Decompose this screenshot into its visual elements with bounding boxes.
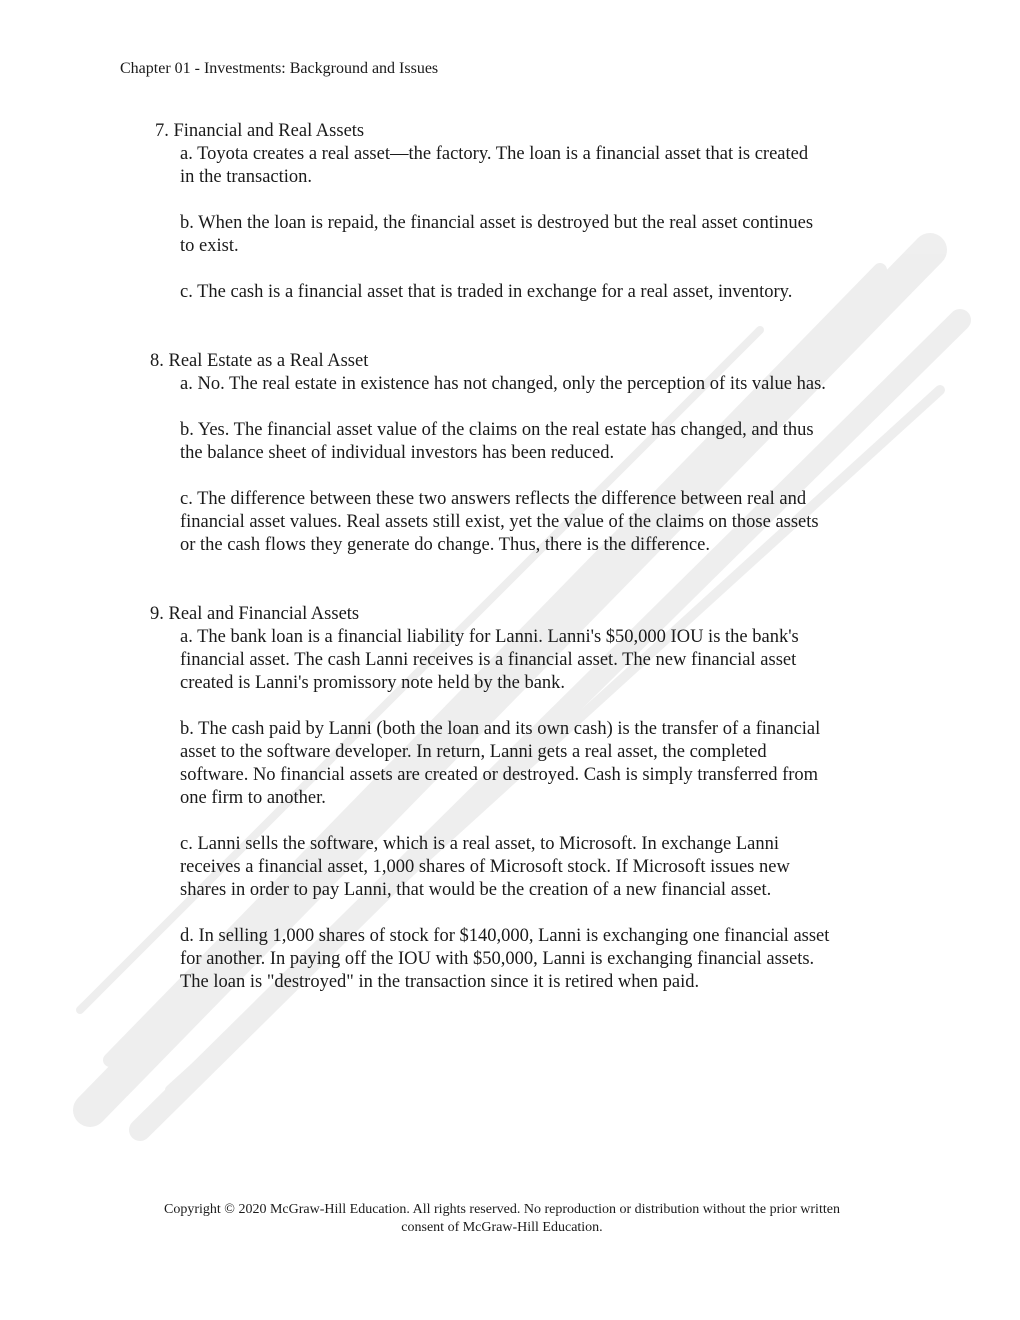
text-line: receives a financial asset, 1,000 shares of Microsoft stock. If Microsoft issues new: [180, 857, 790, 877]
text-line: d. In selling 1,000 shares of stock for $140,000, Lanni is exchanging one financial asset: [180, 926, 830, 946]
text-line: financial asset values. Real assets still exist, yet the value of the claims on those assets: [180, 512, 819, 532]
text-line: b. The cash paid by Lanni (both the loan and its own cash) is the transfer of a financial: [180, 719, 821, 739]
section-9-title: 9. Real and Financial Assets: [150, 604, 360, 624]
text-line: c. The difference between these two answers reflects the difference between real and: [180, 489, 807, 509]
section-9-para-d: [180, 925, 900, 994]
section-9-para-a: [180, 626, 900, 695]
section-8-para-b: [180, 419, 900, 465]
section-7-para-c: [180, 281, 900, 304]
text-line: shares in order to pay Lanni, that would be the creation of a new financial asset.: [180, 880, 772, 900]
text-line: created is Lanni's promissory note held by the bank.: [180, 673, 566, 693]
text-line: financial asset. The cash Lanni receives is a financial asset. The new financial asset: [180, 650, 797, 670]
text-line: software. No financial assets are created or destroyed. Cash is simply transferred from: [180, 765, 819, 785]
copyright-footer: [0, 1201, 1004, 1237]
section-8-title: 8. Real Estate as a Real Asset: [150, 351, 369, 371]
section-7-para-a: [180, 143, 900, 189]
section-9-para-b: [180, 718, 900, 810]
text-line: b. When the loan is repaid, the financial asset is destroyed but the real asset continues: [180, 213, 814, 233]
footer-line: Copyright © 2020 McGraw-Hill Education. All rights reserved. No reproduction or distribution without the prior written: [164, 1202, 840, 1217]
text-line: a. No. The real estate in existence has not changed, only the perception of its value has.: [180, 374, 826, 394]
text-line: a. Toyota creates a real asset—the factory. The loan is a financial asset that is created: [180, 144, 809, 164]
section-7-title: 7. Financial and Real Assets: [155, 121, 365, 141]
text-line: one firm to another.: [180, 788, 326, 808]
text-line: or the cash flows they generate do change. Thus, there is the difference.: [180, 535, 710, 555]
text-line: c. The cash is a financial asset that is traded in exchange for a real asset, inventory.: [180, 282, 793, 302]
text-line: b. Yes. The financial asset value of the claims on the real estate has changed, and thus: [180, 420, 814, 440]
text-line: in the transaction.: [180, 167, 313, 187]
text-line: for another. In paying off the IOU with $50,000, Lanni is exchanging financial assets.: [180, 949, 815, 969]
section-8-para-c: [180, 488, 900, 557]
text-line: the balance sheet of individual investors has been reduced.: [180, 443, 615, 463]
text-line: to exist.: [180, 236, 239, 256]
text-line: a. The bank loan is a financial liability for Lanni. Lanni's $50,000 IOU is the bank's: [180, 627, 799, 647]
section-9-para-c: [180, 833, 900, 902]
text-line: asset to the software developer. In return, Lanni gets a real asset, the completed: [180, 742, 767, 762]
text-line: c. Lanni sells the software, which is a real asset, to Microsoft. In exchange Lanni: [180, 834, 780, 854]
text-line: The loan is "destroyed" in the transaction since it is retired when paid.: [180, 972, 700, 992]
footer-line: consent of McGraw-Hill Education.: [401, 1220, 603, 1235]
chapter-header: Chapter 01 - Investments: Background and Issues: [120, 60, 439, 77]
section-8-para-a: [180, 373, 900, 396]
section-7-para-b: [180, 212, 900, 258]
